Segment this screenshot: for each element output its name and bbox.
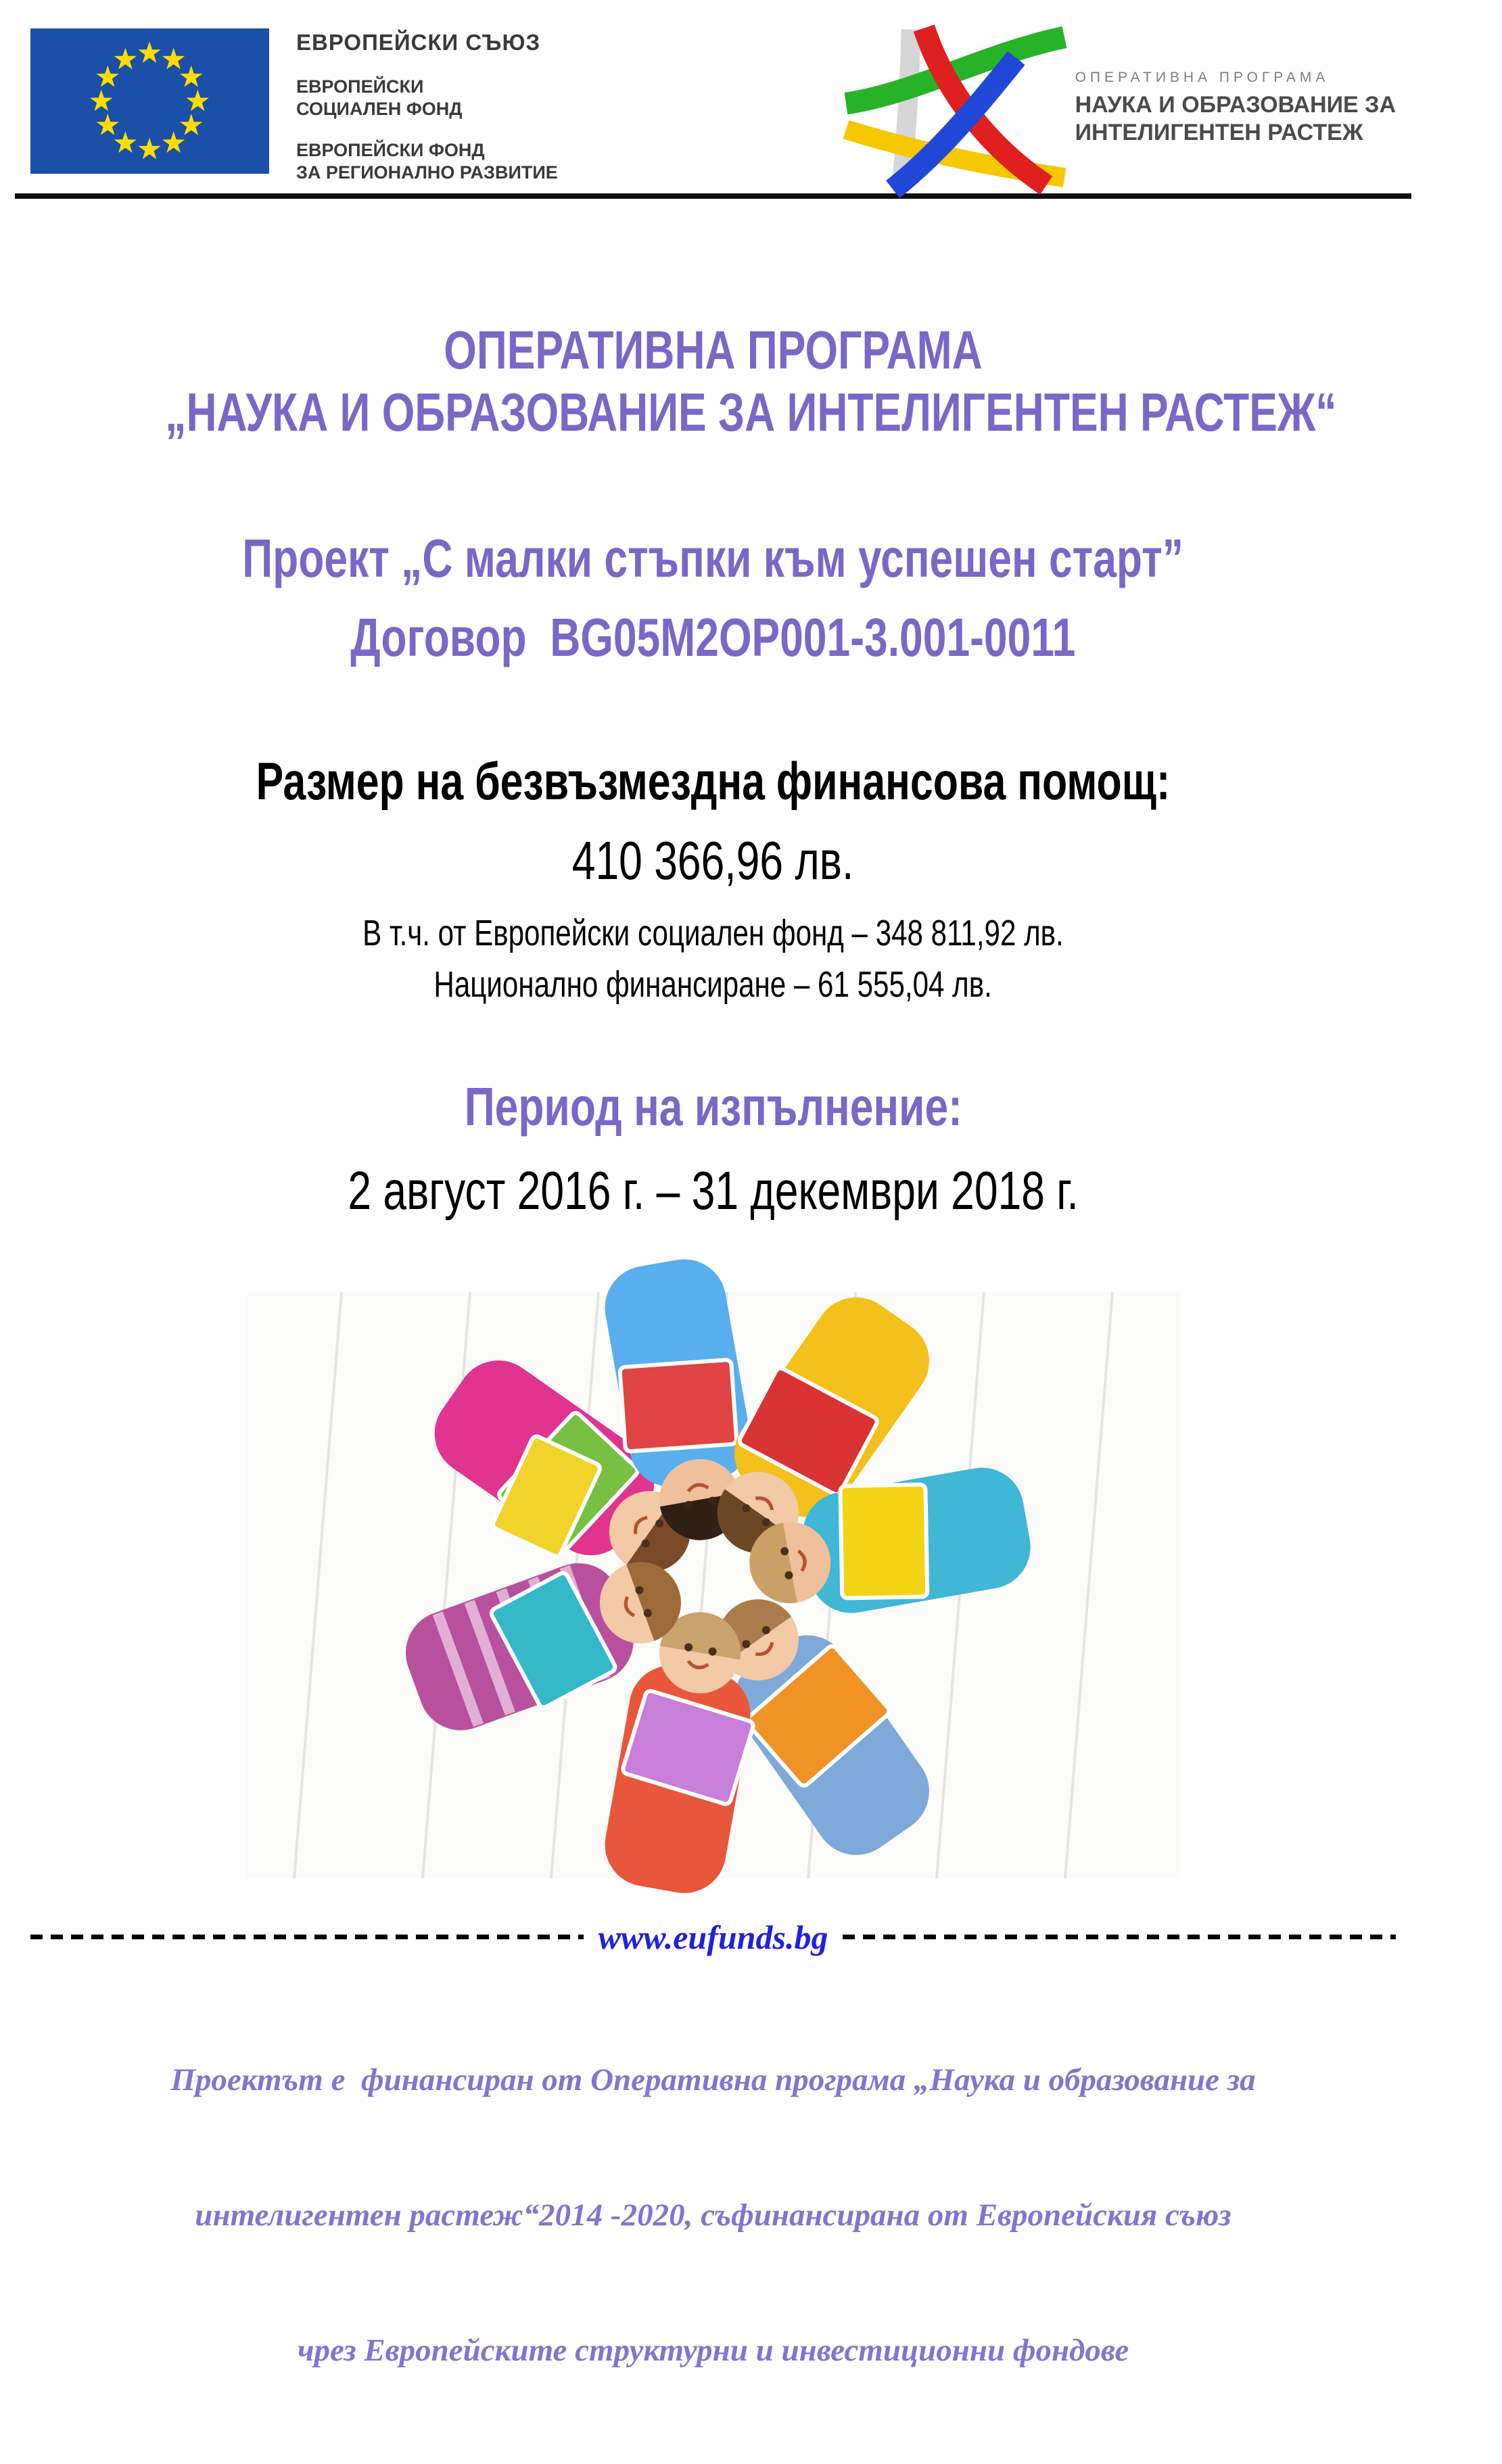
- header: [0, 0, 1426, 189]
- grant-national-line: Национално финансиране – 61 555,04 лв.: [433, 964, 993, 1005]
- period-block: [0, 1076, 1426, 1222]
- eu-social-fund-label: ЕВРОПЕЙСКИ СОЦИАЛЕН ФОНД: [296, 76, 463, 119]
- grant-esf-line: В т.ч. от Европейски социален фонд – 348 811,92 лв.: [362, 912, 1064, 953]
- grant-amount: 410 366,96 лв.: [572, 830, 854, 891]
- project-title: Проект „С малки стъпки към успешен старт”: [242, 528, 1184, 588]
- program-title: [0, 319, 1426, 444]
- funding-note-line1: Проектът е финансиран от Оперативна програма „Наука и образование за: [170, 2062, 1256, 2098]
- op-small-label: ОПЕРАТИВНА ПРОГРАМА: [1075, 69, 1330, 85]
- footer-divider: [30, 1918, 1396, 1957]
- main-content: [0, 319, 1426, 1878]
- eu-union-label: ЕВРОПЕЙСКИ СЪЮЗ: [296, 30, 541, 55]
- grant-block: [0, 751, 1426, 1005]
- project-block: [0, 519, 1426, 678]
- funding-note-line3: чрез Европейските структурни и инвестиционни фондове: [297, 2333, 1129, 2369]
- website-link[interactable]: www.eufunds.bg: [598, 1918, 828, 1956]
- period-heading: Период на изпълнение:: [464, 1076, 962, 1137]
- dashed-line-left: [30, 1935, 584, 1939]
- program-title-line2: „НАУКА И ОБРАЗОВАНИЕ ЗА ИНТЕЛИГЕНТЕН РАСТЕЖ“: [165, 382, 1337, 442]
- eu-regional-fund-label: ЕВРОПЕЙСКИ ФОНД ЗА РЕГИОНАЛНО РАЗВИТИЕ: [296, 139, 558, 183]
- dashed-line-right: [843, 1935, 1396, 1939]
- contract-number: Договор BG05M2OP001-3.001-0011: [350, 607, 1076, 667]
- eu-logo-text: [296, 20, 558, 184]
- eu-flag-icon: [30, 28, 269, 174]
- op-title-line1: НАУКА И ОБРАЗОВАНИЕ ЗА: [1075, 91, 1396, 118]
- grant-heading: Размер на безвъзмездна финансова помощ:: [256, 751, 1171, 811]
- funding-note: [0, 1968, 1426, 2464]
- funding-note-line2: интелигентен растеж“2014 -2020, съфинансирана от Европейския съюз: [195, 2198, 1231, 2233]
- children-photo-illustration: [247, 1292, 1180, 1878]
- operational-programme-logo: [849, 20, 1396, 189]
- children-photo: [247, 1292, 1180, 1878]
- program-title-line1: ОПЕРАТИВНА ПРОГРАМА: [444, 320, 983, 380]
- header-divider: [15, 193, 1411, 199]
- period-dates: 2 август 2016 г. – 31 декември 2018 г.: [348, 1160, 1079, 1221]
- op-logo-text: [1075, 63, 1396, 147]
- op-title-line2: ИНТЕЛИГЕНТЕН РАСТЕЖ: [1075, 120, 1363, 145]
- eu-logo: [30, 20, 558, 184]
- op-ribbons-icon: [849, 20, 1062, 189]
